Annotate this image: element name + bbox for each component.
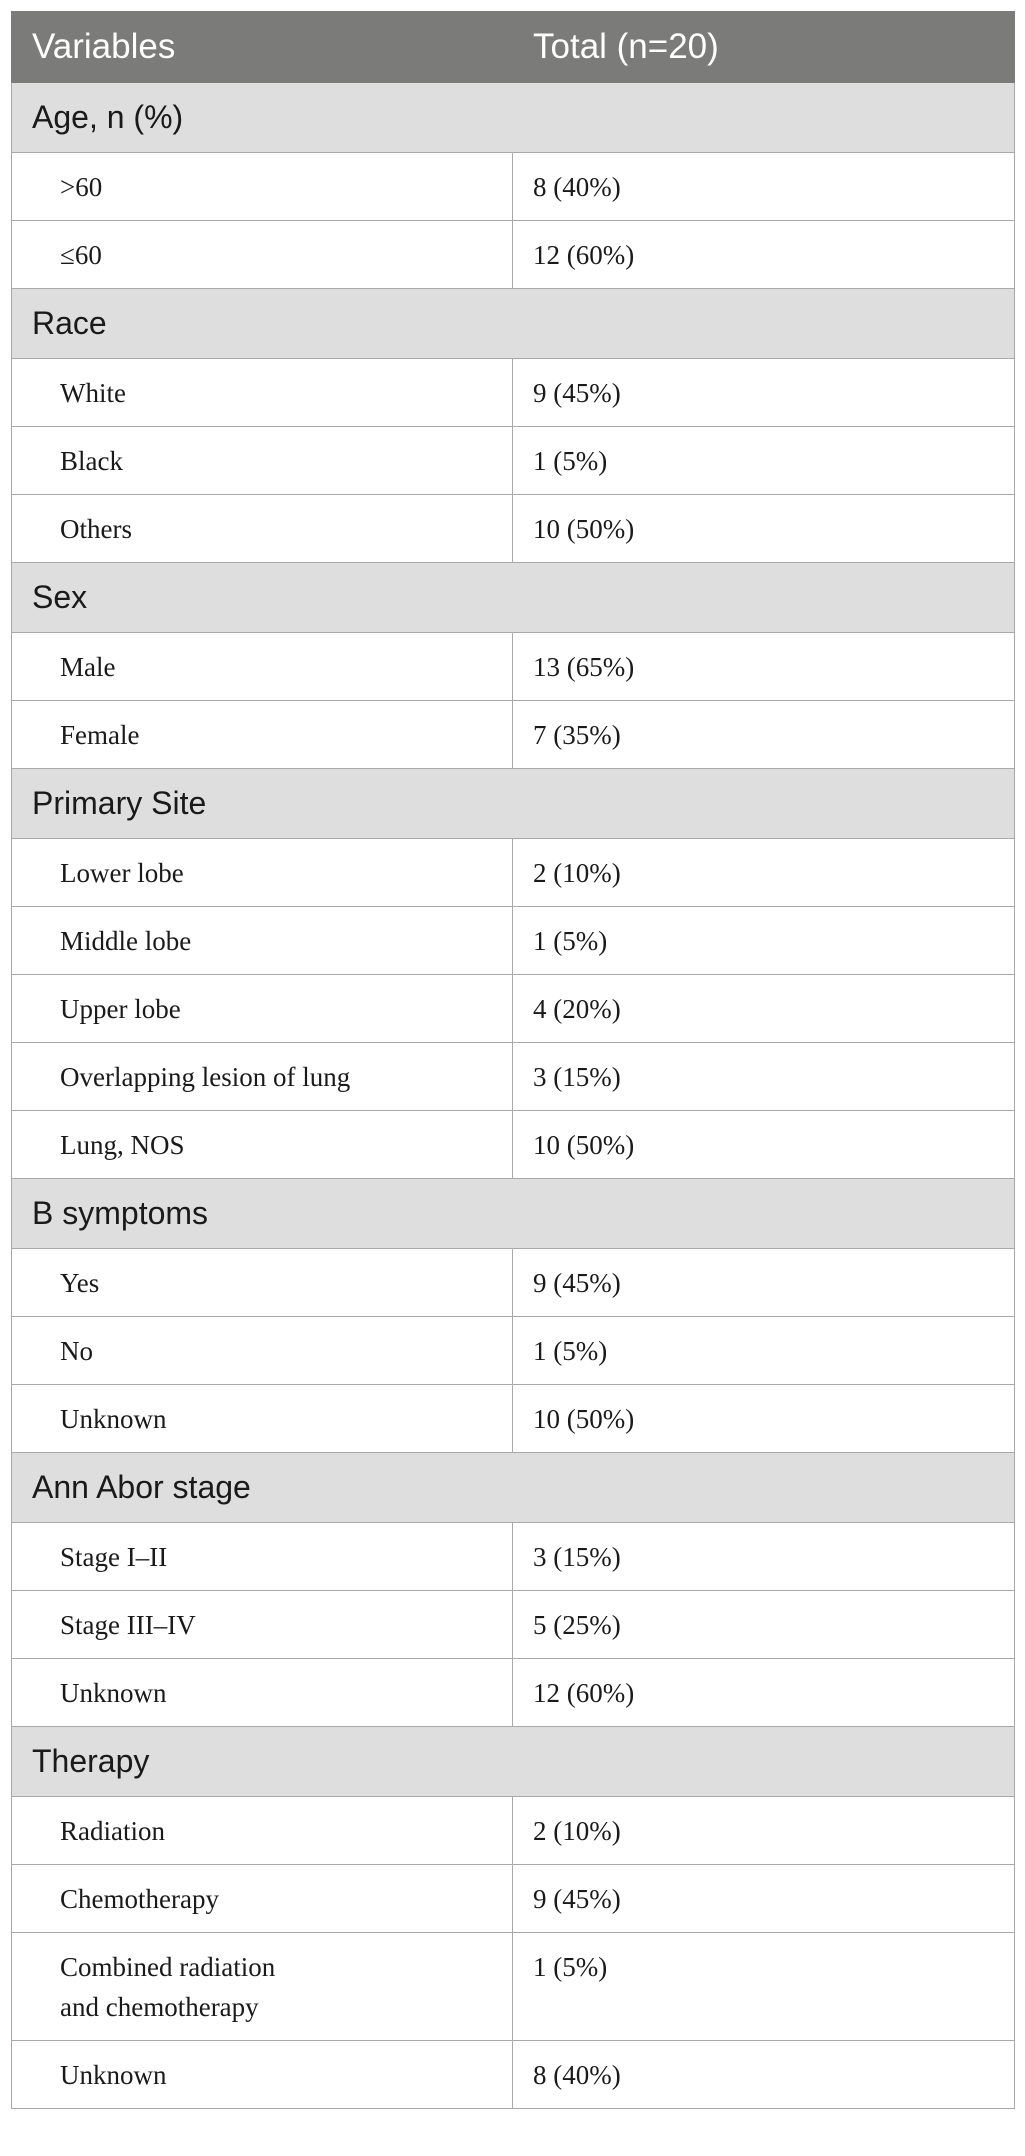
- row-value: 10 (50%): [513, 1111, 1015, 1179]
- row-label: Male: [12, 633, 513, 701]
- table-body: [12, 83, 1015, 2109]
- row-value: 1 (5%): [513, 907, 1015, 975]
- row-value: 2 (10%): [513, 839, 1015, 907]
- table-row: [12, 1933, 1015, 2041]
- row-label: Middle lobe: [12, 907, 513, 975]
- table-row: [12, 907, 1015, 975]
- row-value: 10 (50%): [513, 495, 1015, 563]
- row-value: 1 (5%): [513, 427, 1015, 495]
- row-value: 12 (60%): [513, 221, 1015, 289]
- group-title: Therapy: [12, 1727, 1015, 1797]
- table-row: [12, 1249, 1015, 1317]
- table-row: [12, 1317, 1015, 1385]
- row-value: 9 (45%): [513, 1865, 1015, 1933]
- group-row: [12, 1453, 1015, 1523]
- row-label: Black: [12, 427, 513, 495]
- table-row: [12, 495, 1015, 563]
- header-total: Total (n=20): [513, 12, 1015, 83]
- table-row: [12, 1659, 1015, 1727]
- table-row: [12, 1523, 1015, 1591]
- row-label: Female: [12, 701, 513, 769]
- row-value: 8 (40%): [513, 2041, 1015, 2109]
- group-row: [12, 83, 1015, 153]
- row-label: ≤60: [12, 221, 513, 289]
- row-label: Lower lobe: [12, 839, 513, 907]
- group-row: [12, 289, 1015, 359]
- row-label: >60: [12, 153, 513, 221]
- header-row: [12, 12, 1015, 83]
- row-label: Unknown: [12, 1385, 513, 1453]
- row-value: 13 (65%): [513, 633, 1015, 701]
- row-label: Stage I–II: [12, 1523, 513, 1591]
- row-value: 8 (40%): [513, 153, 1015, 221]
- row-value: 7 (35%): [513, 701, 1015, 769]
- table-row: [12, 1865, 1015, 1933]
- row-value: 3 (15%): [513, 1043, 1015, 1111]
- row-label: No: [12, 1317, 513, 1385]
- row-label: Chemotherapy: [12, 1865, 513, 1933]
- row-value: 1 (5%): [513, 1317, 1015, 1385]
- group-title: Primary Site: [12, 769, 1015, 839]
- group-title: Race: [12, 289, 1015, 359]
- group-row: [12, 1179, 1015, 1249]
- table-row: [12, 2041, 1015, 2109]
- header-variables: Variables: [12, 12, 513, 83]
- table-row: [12, 1797, 1015, 1865]
- table-row: [12, 839, 1015, 907]
- characteristics-table-container: [11, 11, 1014, 2109]
- group-title: Sex: [12, 563, 1015, 633]
- row-label: White: [12, 359, 513, 427]
- row-label: Overlapping lesion of lung: [12, 1043, 513, 1111]
- row-label: Upper lobe: [12, 975, 513, 1043]
- row-value: 5 (25%): [513, 1591, 1015, 1659]
- table-row: [12, 1385, 1015, 1453]
- row-label: Unknown: [12, 2041, 513, 2109]
- table-row: [12, 1111, 1015, 1179]
- table-row: [12, 633, 1015, 701]
- row-value: 12 (60%): [513, 1659, 1015, 1727]
- row-value: 1 (5%): [513, 1933, 1015, 2041]
- row-value: 2 (10%): [513, 1797, 1015, 1865]
- row-label: Unknown: [12, 1659, 513, 1727]
- group-row: [12, 769, 1015, 839]
- table-row: [12, 221, 1015, 289]
- table-row: [12, 153, 1015, 221]
- row-value: 9 (45%): [513, 359, 1015, 427]
- table-row: [12, 1591, 1015, 1659]
- group-title: Ann Abor stage: [12, 1453, 1015, 1523]
- row-value: 3 (15%): [513, 1523, 1015, 1591]
- table-row: [12, 427, 1015, 495]
- row-label: Stage III–IV: [12, 1591, 513, 1659]
- table-row: [12, 1043, 1015, 1111]
- row-value: 10 (50%): [513, 1385, 1015, 1453]
- table-header: [12, 12, 1015, 83]
- table-row: [12, 359, 1015, 427]
- group-row: [12, 1727, 1015, 1797]
- group-row: [12, 563, 1015, 633]
- characteristics-table: [11, 11, 1015, 2109]
- row-label: Radiation: [12, 1797, 513, 1865]
- group-title: B symptoms: [12, 1179, 1015, 1249]
- row-label: Others: [12, 495, 513, 563]
- table-row: [12, 701, 1015, 769]
- table-row: [12, 975, 1015, 1043]
- row-label: Combined radiation and chemotherapy: [12, 1933, 513, 2041]
- row-value: 9 (45%): [513, 1249, 1015, 1317]
- row-label: Lung, NOS: [12, 1111, 513, 1179]
- row-value: 4 (20%): [513, 975, 1015, 1043]
- group-title: Age, n (%): [12, 83, 1015, 153]
- row-label: Yes: [12, 1249, 513, 1317]
